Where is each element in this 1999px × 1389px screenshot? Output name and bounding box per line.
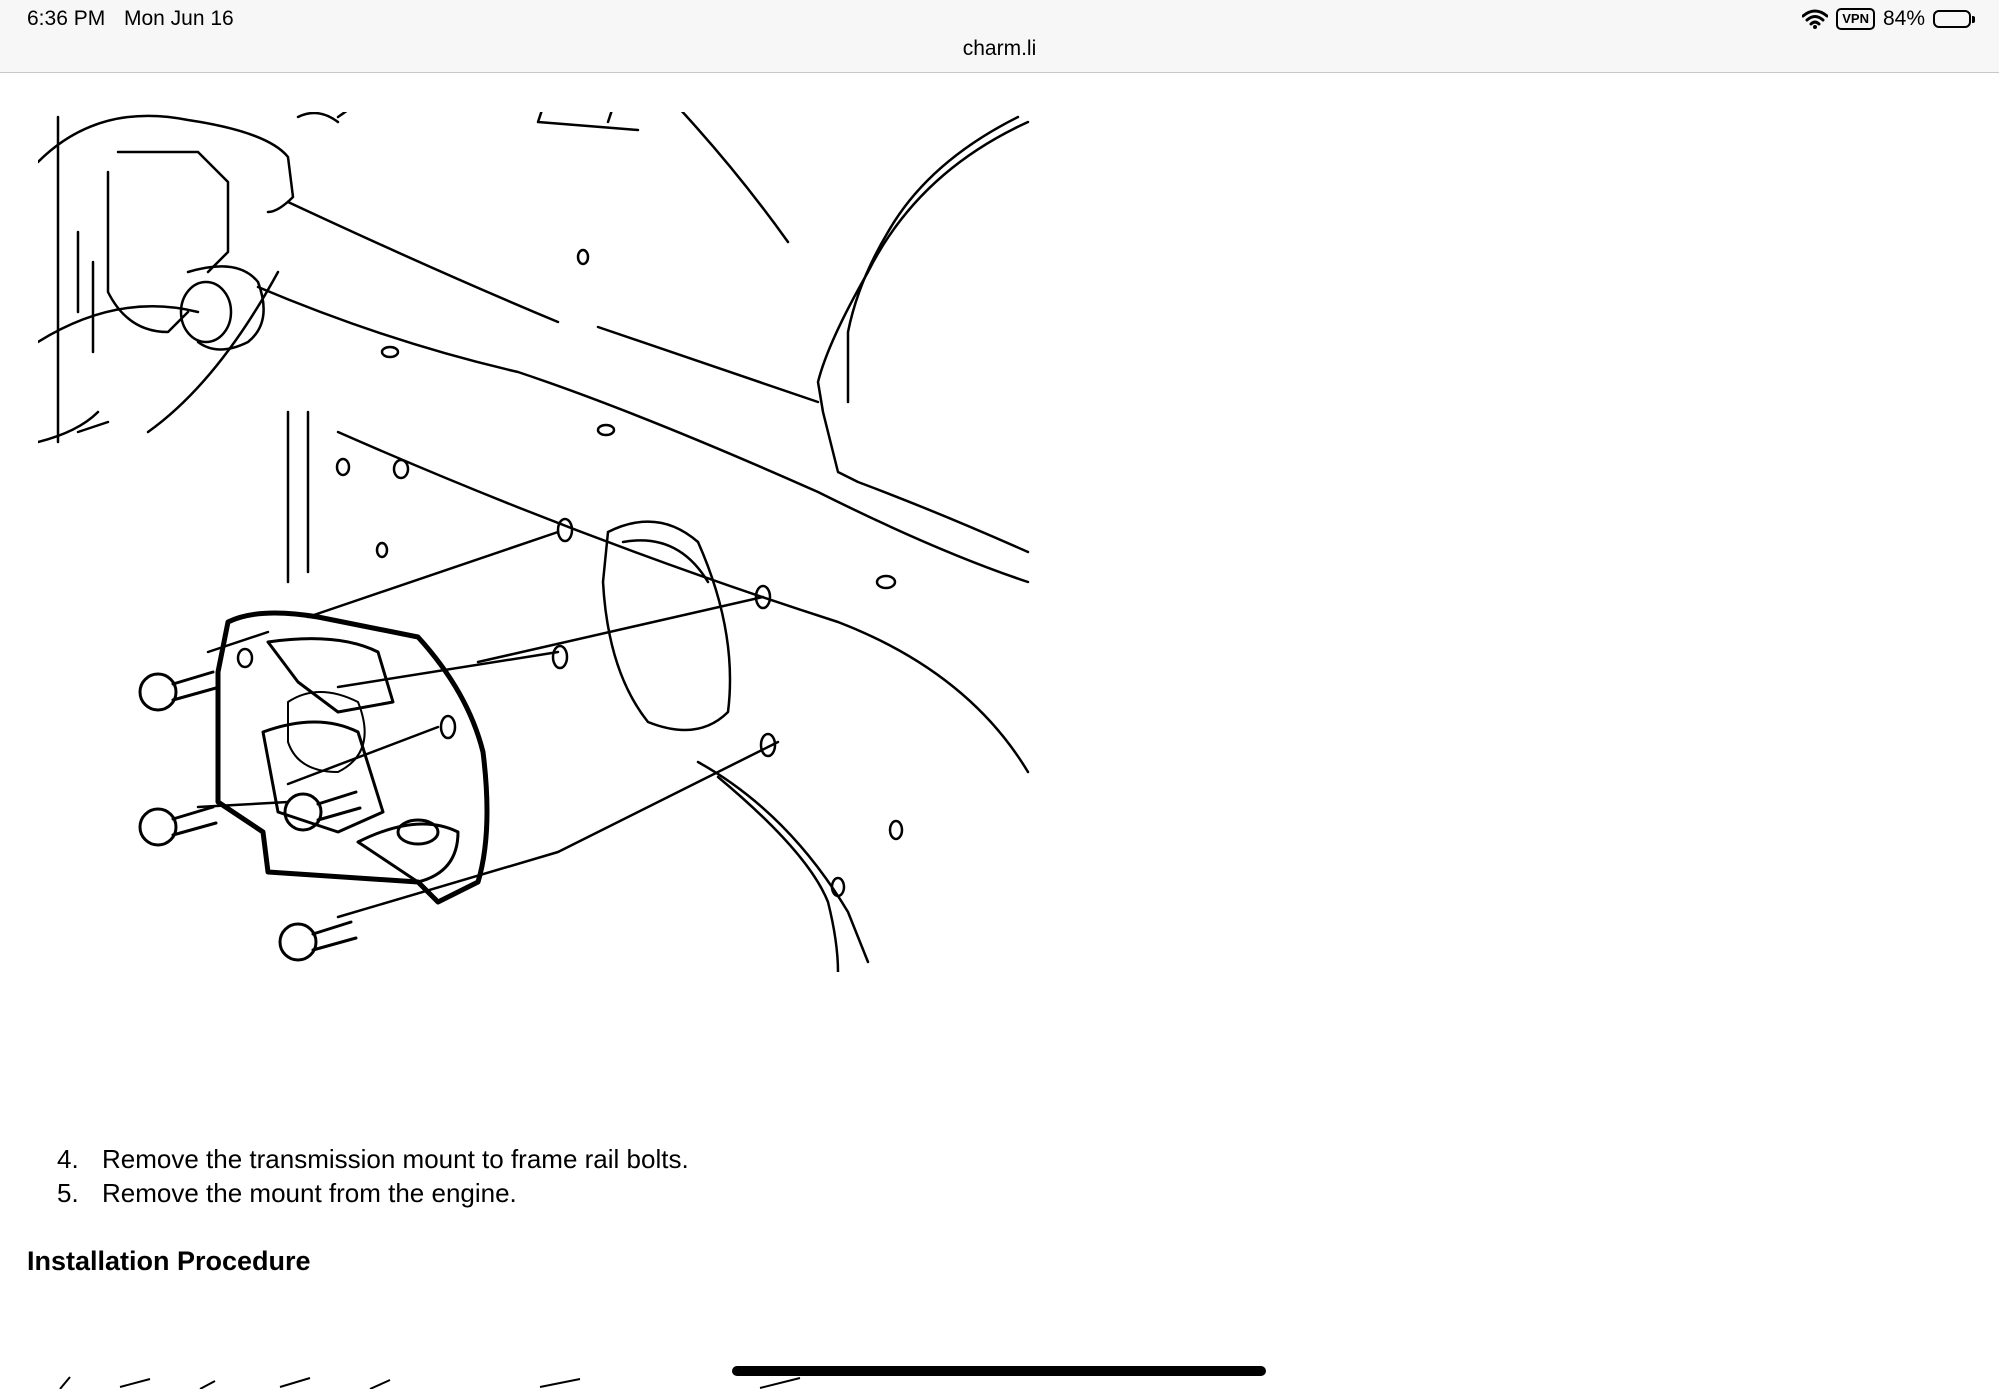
step-text: Remove the mount from the engine. [102, 1178, 517, 1208]
status-time: 6:36 PM [27, 7, 106, 30]
status-indicators [1802, 7, 1975, 31]
status-date: Mon Jun 16 [124, 7, 234, 30]
home-indicator[interactable] [732, 1366, 1266, 1376]
transmission-mount-diagram [38, 112, 1048, 972]
section-heading-installation: Installation Procedure [27, 1246, 311, 1276]
next-diagram-preview [40, 1375, 1050, 1389]
url-text[interactable]: charm.li [962, 37, 1037, 60]
step-number: 5. [57, 1178, 79, 1208]
status-bar [0, 0, 1999, 36]
address-bar[interactable] [0, 36, 1999, 73]
vpn-badge: VPN [1836, 8, 1875, 30]
battery-percent: 84% [1882, 7, 1925, 30]
step-number: 4. [57, 1144, 79, 1174]
battery-icon [1933, 10, 1975, 28]
list-item [40, 1142, 689, 1176]
step-text: Remove the transmission mount to frame rail bolts. [102, 1144, 689, 1174]
wifi-icon [1802, 9, 1828, 29]
list-item [40, 1176, 689, 1210]
removal-steps-list [40, 1142, 689, 1210]
